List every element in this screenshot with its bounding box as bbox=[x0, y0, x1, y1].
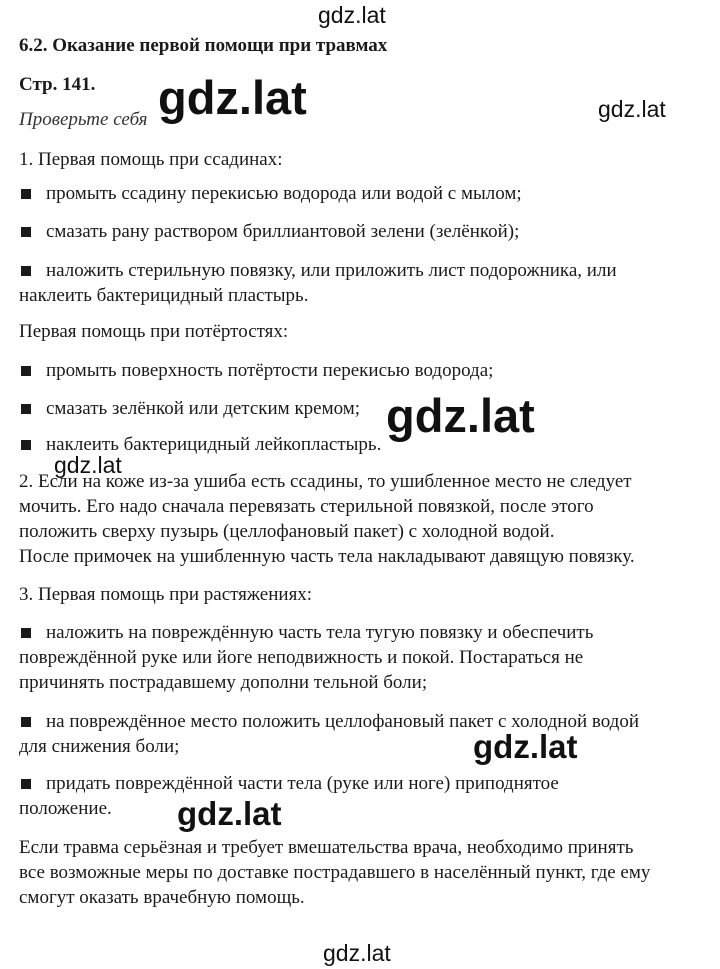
watermark: gdz.lat bbox=[598, 96, 666, 122]
watermark: gdz.lat bbox=[323, 940, 391, 966]
section-title: 6.2. Оказание первой помощи при травмах bbox=[19, 35, 388, 56]
list-item-continuation: для снижения боли; bbox=[19, 736, 180, 757]
list-item-continuation: повреждённой руке или йоге неподвижность и покой. Постараться не bbox=[19, 647, 584, 668]
q1-heading-2: Первая помощь при потёртостях: bbox=[19, 321, 289, 342]
list-item: на повреждённое место положить целлофановый пакет с холодной водой bbox=[46, 711, 640, 732]
q2-line: положить сверху пузырь (целлофановый пакет) с холодной водой. bbox=[19, 521, 555, 542]
q3-heading: 3. Первая помощь при растяжениях: bbox=[19, 584, 313, 605]
subtitle: Проверьте себя bbox=[19, 109, 148, 130]
watermark: gdz.lat bbox=[158, 71, 307, 124]
list-item: наклеить бактерицидный лейкопластырь. bbox=[46, 434, 382, 455]
list-item: придать повреждённой части тела (руке или ноге) приподнятое bbox=[46, 773, 559, 794]
watermark: gdz.lat bbox=[177, 795, 282, 832]
bullet-icon bbox=[21, 266, 31, 276]
bullet-icon bbox=[21, 717, 31, 727]
q1-heading: 1. Первая помощь при ссадинах: bbox=[19, 149, 283, 170]
q2-line: мочить. Его надо сначала перевязать стерильной повязкой, после этого bbox=[19, 496, 594, 517]
list-item: промыть ссадину перекисью водорода или водой с мылом; bbox=[46, 183, 522, 204]
list-item: промыть поверхность потёртости перекисью водорода; bbox=[46, 360, 494, 381]
list-item-continuation: причинять пострадавшему дополни тельной боли; bbox=[19, 672, 428, 693]
list-item: смазать зелёнкой или детским кремом; bbox=[46, 398, 361, 419]
bullet-icon bbox=[21, 227, 31, 237]
bullet-icon bbox=[21, 404, 31, 414]
list-item: наложить на повреждённую часть тела тугую повязку и обеспечить bbox=[46, 622, 594, 643]
list-item: смазать рану раствором бриллиантовой зелени (зелёнкой); bbox=[46, 221, 520, 242]
watermark: gdz.lat bbox=[386, 389, 535, 442]
bullet-icon bbox=[21, 440, 31, 450]
q2-line: После примочек на ушибленную часть тела накладывают давящую повязку. bbox=[19, 546, 635, 567]
list-item-continuation: положение. bbox=[19, 798, 112, 819]
list-item-continuation: наклеить бактерицидный пластырь. bbox=[19, 285, 309, 306]
bullet-icon bbox=[21, 628, 31, 638]
watermark: gdz.lat bbox=[54, 452, 122, 478]
closing-line: смогут оказать врачебную помощь. bbox=[19, 887, 305, 908]
q2-line: 2. Если на коже из-за ушиба есть ссадины, то ушибленное место не следует bbox=[19, 471, 632, 492]
page-reference: Стр. 141. bbox=[19, 74, 96, 95]
watermark: gdz.lat bbox=[318, 2, 386, 28]
watermark: gdz.lat bbox=[473, 728, 578, 765]
bullet-icon bbox=[21, 189, 31, 199]
closing-line: все возможные меры по доставке пострадавшего в населённый пункт, где ему bbox=[19, 862, 651, 883]
bullet-icon bbox=[21, 779, 31, 789]
list-item: наложить стерильную повязку, или приложить лист подорожника, или bbox=[46, 260, 617, 281]
closing-line: Если травма серьёзная и требует вмешательства врача, необходимо принять bbox=[19, 837, 634, 858]
bullet-icon bbox=[21, 366, 31, 376]
